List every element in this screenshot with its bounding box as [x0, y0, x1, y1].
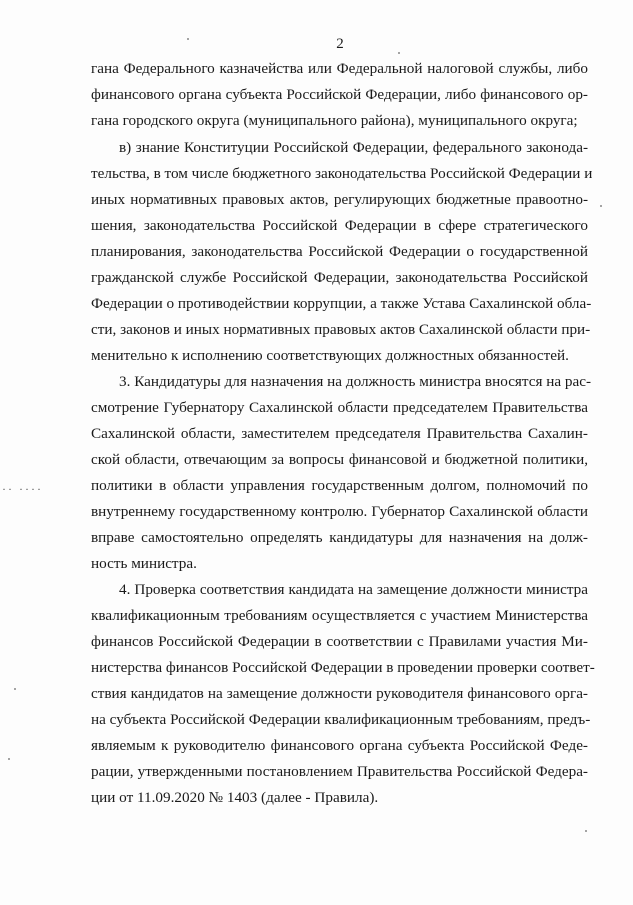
page-number: 2: [336, 36, 344, 52]
text-line: ность министра.: [91, 555, 197, 572]
text-line: менительно к исполнению соответствующих должностных обязанностей.: [91, 347, 569, 364]
text-line: иных нормативных правовых актов, регулирующих бюджетные правоотно-: [91, 191, 588, 208]
scan-speck: [600, 205, 602, 207]
text-line: квалификационным требованиям осуществляется с участием Министерства: [91, 607, 588, 624]
text-line: внутреннему государственному контролю. Губернатор Сахалинской области: [91, 503, 588, 520]
text-line: сти, законов и иных нормативных правовых актов Сахалинской области при-: [91, 321, 591, 338]
text-line: тельства, в том числе бюджетного законодательства Российской Федерации и: [91, 165, 593, 182]
text-line: планирования, законодательства Российской Федерации о государственной: [91, 243, 588, 260]
scan-speck: [398, 52, 400, 54]
text-line: ствия кандидатов на замещение должности руководителя финансового орга-: [91, 685, 588, 702]
text-line: 3. Кандидатуры для назначения на должность министра вносятся на рас-: [119, 373, 592, 390]
text-line: гана Федерального казначейства или Федеральной налоговой службы, либо: [91, 60, 588, 77]
text-line: Сахалинской области, заместителем председателя Правительства Сахалин-: [91, 425, 588, 442]
text-line: нистерства финансов Российской Федерации в проведении проверки соответ-: [91, 659, 595, 676]
text-line: шения, законодательства Российской Федерации в сфере стратегического: [91, 217, 588, 234]
text-line: гана городского округа (муниципального района), муниципального округа;: [91, 112, 578, 129]
text-line: являемым к руководителю финансового органа субъекта Российской Феде-: [91, 737, 588, 754]
margin-mark: ·· ····: [2, 482, 43, 496]
text-line: вправе самостоятельно определять кандидатуры для назначения на долж-: [91, 529, 588, 546]
text-line: на субъекта Российской Федерации квалификационным требованиям, предъ-: [91, 711, 591, 728]
text-line: смотрение Губернатору Сахалинской области председателем Правительства: [91, 399, 588, 416]
scan-speck: [8, 758, 10, 760]
text-line: гражданской службе Российской Федерации, законодательства Российской: [91, 269, 588, 286]
text-line: Федерации о противодействии коррупции, а также Устава Сахалинской обла-: [91, 295, 592, 312]
text-line: рации, утвержденными постановлением Правительства Российской Федера-: [91, 763, 588, 780]
text-line: ции от 11.09.2020 № 1403 (далее - Правила).: [91, 789, 379, 806]
scan-speck: [187, 38, 189, 40]
text-line: 4. Проверка соответствия кандидата на замещение должности министра: [119, 581, 588, 598]
text-line: ской области, отвечающим за вопросы финансовой и бюджетной политики,: [91, 451, 588, 468]
text-line: политики в области управления государственным долгом, полномочий по: [91, 477, 588, 494]
text-line: финансового органа субъекта Российской Федерации, либо финансового ор-: [91, 86, 588, 103]
text-line: в) знание Конституции Российской Федерации, федерального законода-: [119, 139, 588, 156]
text-line: финансов Российской Федерации в соответствии с Правилами участия Ми-: [91, 633, 588, 650]
scan-speck: [14, 688, 16, 690]
scan-speck: [585, 830, 587, 832]
